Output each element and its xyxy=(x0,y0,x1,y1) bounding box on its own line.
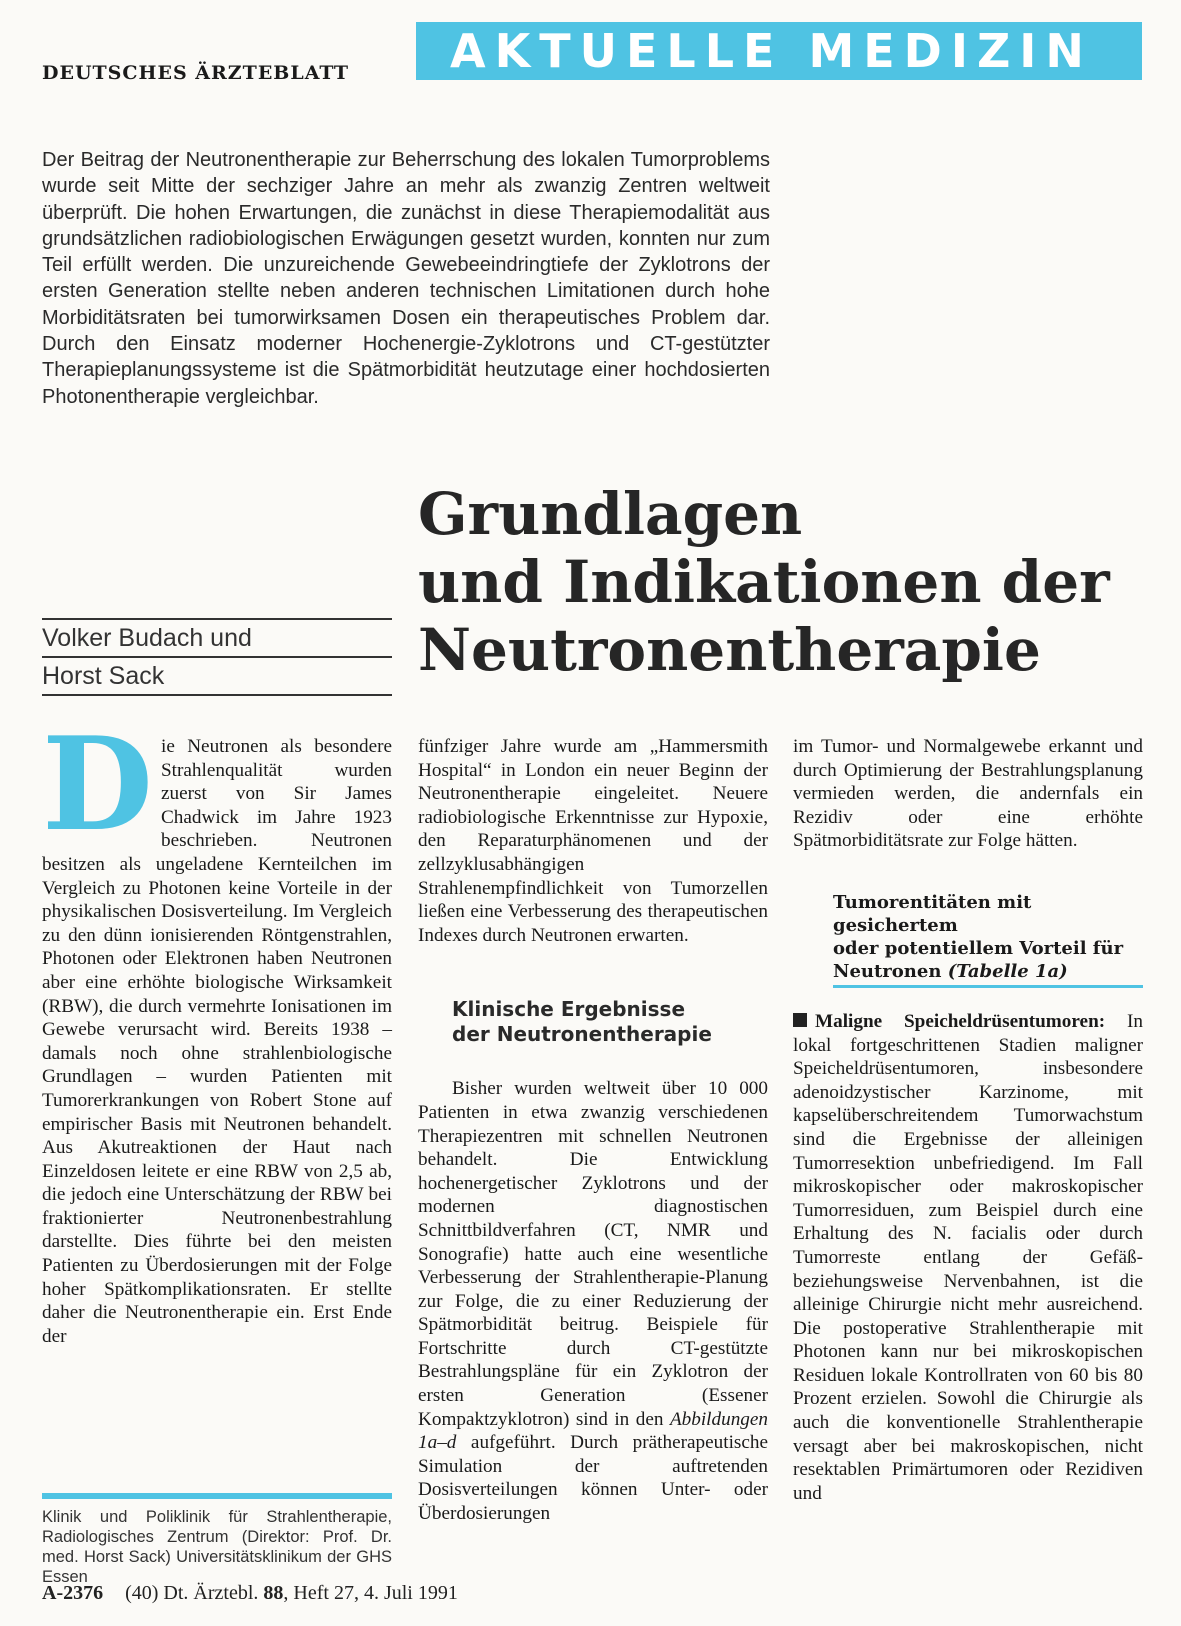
author-line-1: Volker Budach und xyxy=(42,618,392,656)
section-heading xyxy=(452,997,768,1047)
page-footer xyxy=(42,1582,458,1605)
affiliation-note: Klinik und Poliklinik für Strahlentherapie, Radiologisches Zentrum (Direktor: Prof. Dr. med. Horst Sack) Universitätsklinikum der GHS Essen xyxy=(42,1493,392,1587)
box-heading-line-1: Tumorentitäten mit gesichertem xyxy=(833,891,1032,936)
author-line-2: Horst Sack xyxy=(42,656,392,696)
column-2-paragraph-2 xyxy=(418,1077,768,1525)
table-reference: (Tabelle 1a) xyxy=(947,960,1068,982)
paragraph-2-text-a: Bisher wurden weltweit über 10 000 Patienten in etwa zwanzig verschiedenen Therapiezentren mit schnellen Neutronen behandelt. Die Entwicklung hochenergetischer Zyklotrons und der modernen diagnostischen Schnittbildverfahren (CT, NMR und Sonografie) hatte auch eine wesentliche Verbesserung der Strahlentherapie-Planung zur Folge, die zu einer Reduzierung der Spätmorbidität beitrug. Beispiele für Fortschritte durch CT-gestützte Bestrahlungspläne für ein Zyklotron der ersten Generation (Essener Kompaktzyklotron) sind in den xyxy=(418,1078,768,1430)
section-heading-line-1: Klinische Ergebnisse xyxy=(452,997,686,1022)
column-3-paragraph-2 xyxy=(793,1010,1143,1505)
citation-a: (40) Dt. Ärztebl. xyxy=(125,1582,264,1604)
bullet-square-icon xyxy=(793,1013,807,1027)
abstract: Der Beitrag der Neutronentherapie zur Beherrschung des lokalen Tumorproblems wurde seit Mitte der sechziger Jahre an mehr als zwanzig Zentren weltweit überprüft. Die hohen Erwartungen, die zunächst in diese Therapiemodalität aus grundsätzlichen radiobiologischen Erwägungen gesetzt wurden, konnten nur zum Teil erfüllt werden. Die unzureichende Gewebeeindringtiefe der Zyklotrons der ersten Generation stellte neben anderen technischen Limitationen durch hohe Morbiditätsraten bei tumorwirksamen Dosen ein therapeutisches Problem dar. Durch den Einsatz moderner Hochenergie-Zyklotrons und CT-gestützter Therapieplanungssysteme ist die Spätmorbidität heutzutage einer hochdosierten Photonentherapie vergleichbar. xyxy=(42,149,770,408)
citation-b: , Heft 27, 4. Juli 1991 xyxy=(283,1582,458,1604)
column-2 xyxy=(418,735,768,1526)
column-1 xyxy=(42,710,392,1348)
article-title xyxy=(418,480,1158,684)
column-2-paragraph-1: fünfziger Jahre wurde am „Hammersmith Hospital“ in London ein neuer Beginn der Neutronentherapie eingeleitet. Neuere radiobiologische Erkenntnisse zur Hypoxie, den Reparaturphänomenen und der zellzyklusabhängigen Strahlenempfindlichkeit von Tumorzellen ließen eine Verbesserung des therapeutischen Indexes durch Neutronen erwarten. xyxy=(418,736,768,946)
column-3 xyxy=(793,735,1143,1505)
paragraph-2-text-b: aufgeführt. Durch prätherapeutische Simulation der auftretenden Dosisverteilungen können Unter- oder Überdosierungen xyxy=(418,1432,768,1525)
column-3-paragraph-1: im Tumor- und Normalgewebe erkannt und durch Optimierung der Bestrahlungsplanung vermieden werden, die andernfals ein Rezidiv oder eine erhöhte Spätmorbiditätsrate zur Folge hätten. xyxy=(793,736,1143,852)
drop-cap: D xyxy=(42,710,153,860)
section-heading-line-2: der Neutronentherapie xyxy=(452,1022,712,1047)
title-line-3: Neutronentherapie xyxy=(418,616,1041,684)
volume-number: 88 xyxy=(263,1582,284,1604)
section-banner: AKTUELLE MEDIZIN xyxy=(416,22,1142,80)
authors xyxy=(42,618,392,696)
page-number: A-2376 xyxy=(42,1582,104,1604)
paragraph-lead: Maligne Speicheldrüsentumoren: xyxy=(815,1010,1106,1032)
box-heading-line-3 xyxy=(833,960,1143,983)
box-heading-line-3a: Neutronen xyxy=(833,960,948,982)
paragraph-2-text: In lokal fortgeschrittenen Stadien maligner Speicheldrüsentumoren, insbesondere adenoidzystischer Karzinome, mit kapselüberschreitendem Tumorwachstum sind die Ergebnisse der alleinigen Tumorresektion unbefriedigend. Im Fall mikroskopischer oder makroskopischer Tumorresiduen, zum Beispiel durch eine Erhaltung des N. facialis oder durch Tumorreste entlang der Gefäß- beziehungsweise Nervenbahnen, ist die alleinige Chirurgie nicht mehr ausreichend. Die postoperative Strahlentherapie mit Photonen kann nur bei mikroskopischen Residuen lokale Kontrollraten von 60 bis 80 Prozent erzielen. Sowohl die Chirurgie als auch die konventionelle Strahlentherapie versagt aber bei makroskopischen, nicht resektablen Primärtumoren oder Rezidiven und xyxy=(793,1010,1143,1504)
journal-name: DEUTSCHES ÄRZTEBLATT xyxy=(42,62,350,84)
figure-reference: Abbildungen 1a–d xyxy=(418,1408,768,1454)
column-1-text: ie Neutronen als besondere Strahlenqualität wurden zuerst von Sir James Chadwick im Jahre 1923 beschrieben. Neutronen besitzen als ungeladene Kernteilchen im Vergleich zu Photonen keine Vorteile in der physikalischen Dosisverteilung. Im Vergleich zu den dünn ionisierenden Röntgenstrahlen, Photonen oder Elektronen haben Neutronen aber eine erhöhte biologische Wirksamkeit (RBW), die durch vermehrte Ionisationen im Gewebe verursacht wird. Bereits 1938 – damals noch ohne strahlenbiologische Grundlagen – wurden Patienten mit Tumorerkrankungen von Robert Stone auf empirischer Basis mit Neutronen behandelt. Aus Akutreaktionen der Haut nach Einzeldosen leitete er eine RBW von 2,5 ab, die jedoch eine Unterschätzung der RBW bei fraktionierter Neutronenbestrahlung darstellte. Dies führte bei den meisten Patienten zu Überdosierungen mit der Folge hoher Spätkomplikationsraten. Er stellte daher die Neutronentherapie ein. Erst Ende der xyxy=(42,736,392,1347)
box-rule xyxy=(833,985,1143,988)
box-heading xyxy=(833,891,1143,983)
box-heading-line-2: oder potentiellem Vorteil für xyxy=(833,937,1124,959)
title-line-1: Grundlagen xyxy=(418,480,803,548)
title-line-2: und Indikationen der xyxy=(418,548,1110,616)
